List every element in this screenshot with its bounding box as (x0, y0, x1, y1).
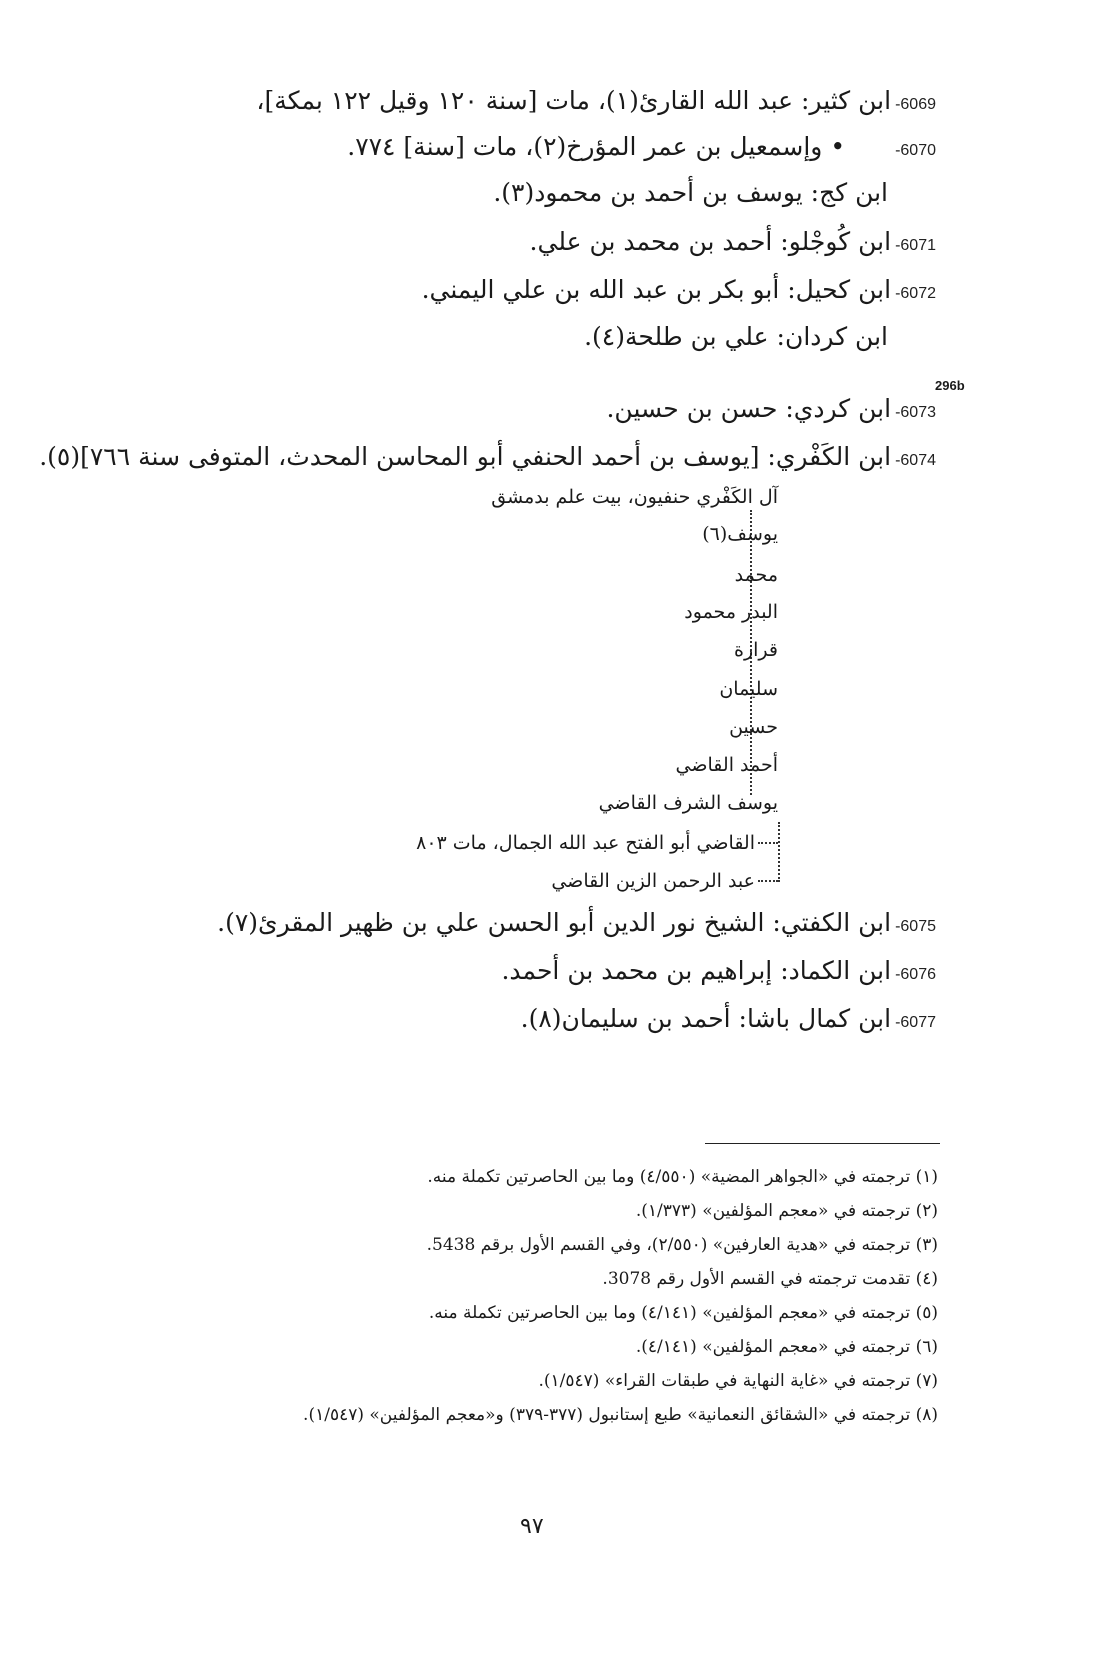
entry-6073 (606, 392, 938, 430)
entry-number: -6070 (895, 142, 936, 159)
footnote: (١) ترجمته في «الجواهر المضية» (٤/٥٥٠) وما بين الحاصرتين تكملة منه. (427, 1167, 938, 1187)
entry-number: -6075 (895, 918, 936, 935)
tree-branch-connector (778, 822, 780, 882)
entry-number: -6073 (895, 404, 936, 421)
tree-node: حسين (729, 716, 778, 738)
entry-number: -6074 (895, 452, 936, 469)
tree-node: قرارة (734, 639, 778, 661)
entry-6076 (501, 954, 938, 992)
entry-number: -6071 (895, 237, 936, 254)
entry-6077 (521, 1002, 938, 1040)
tree-node: البدر محمود (684, 601, 778, 623)
tree-branch-stub (758, 880, 778, 882)
footnote-separator (705, 1143, 940, 1144)
footnote: (٧) ترجمته في «غاية النهاية في طبقات القراء» (١/٥٤٧). (538, 1371, 938, 1391)
tree-node: أحمد القاضي (675, 754, 778, 776)
entry-text: • وإسمعيل بن عمر المؤرخ(٢)، مات [سنة] ٧٧٤. (347, 132, 846, 161)
entry-6072 (422, 273, 938, 311)
entry-6071 (530, 225, 938, 263)
footnote: (٤) تقدمت ترجمته في القسم الأول رقم 3078. (602, 1269, 938, 1289)
entry-text: ابن كمال باشا: أحمد بن سليمان(٨). (520, 1004, 892, 1033)
entry-6074 (39, 440, 938, 478)
entry-text: ابن الكَفْري: [يوسف بن أحمد الحنفي أبو المحاسن المحدث، المتوفى سنة ٧٦٦](٥). (39, 442, 892, 471)
footnote: (٨) ترجمته في «الشقائق النعمانية» طبع إستانبول (٣٧٧-٣٧٩) و«معجم المؤلفين» (١/٥٤٧). (303, 1405, 938, 1425)
entry-number: -6072 (895, 285, 936, 302)
page-number: ٩٧ (520, 1514, 544, 1539)
entry-number: -6069 (895, 96, 936, 113)
tree-branch: القاضي أبو الفتح عبد الله الجمال، مات ٨٠٣ (416, 832, 755, 854)
entry-text: ابن كردان: علي بن طلحة(٤). (584, 322, 888, 351)
tree-branch-stub (758, 842, 778, 844)
entry-number: -6077 (895, 1014, 936, 1031)
marginal-folio-note: 296b (935, 378, 965, 393)
tree-node: محمد (734, 564, 778, 586)
entry-text: ابن كج: يوسف بن أحمد بن محمود(٣). (493, 178, 888, 207)
entry-text: ابن كُوجْلو: أحمد بن محمد بن علي. (529, 227, 892, 256)
footnote: (٥) ترجمته في «معجم المؤلفين» (٤/١٤١) وما بين الحاصرتين تكملة منه. (428, 1303, 938, 1323)
tree-title: آل الكَفْري حنفيون، بيت علم بدمشق (491, 486, 778, 508)
entry-6075 (217, 906, 938, 944)
tree-node: يوسف(٦) (702, 523, 778, 545)
tree-branch: عبد الرحمن الزين القاضي (551, 870, 755, 892)
entry-6069 (256, 84, 938, 122)
footnote: (٢) ترجمته في «معجم المؤلفين» (١/٣٧٣). (635, 1201, 938, 1221)
entry-ibn-kurdan (584, 320, 888, 354)
footnote: (٦) ترجمته في «معجم المؤلفين» (٤/١٤١). (635, 1337, 938, 1357)
entry-text: ابن كثير: عبد الله القارئ(١)، مات [سنة ١٢٠ وقيل ١٢٢ بمكة]، (256, 86, 892, 115)
tree-node: يوسف الشرف القاضي (598, 792, 778, 814)
entry-text: ابن الكفتي: الشيخ نور الدين أبو الحسن علي بن ظهير المقرئ(٧). (217, 908, 892, 937)
entry-ibn-kajj (493, 176, 888, 210)
entry-text: ابن كردي: حسن بن حسين. (606, 394, 892, 423)
tree-node: سليمان (719, 678, 778, 700)
entry-text: ابن الكماد: إبراهيم بن محمد بن أحمد. (501, 956, 892, 985)
entry-text: ابن كحيل: أبو بكر بن عبد الله بن علي اليمني. (421, 275, 892, 304)
footnote: (٣) ترجمته في «هدية العارفين» (٢/٥٥٠)، وفي القسم الأول برقم 5438. (426, 1235, 938, 1255)
entry-number: -6076 (895, 966, 936, 983)
entry-6070 (347, 130, 938, 168)
